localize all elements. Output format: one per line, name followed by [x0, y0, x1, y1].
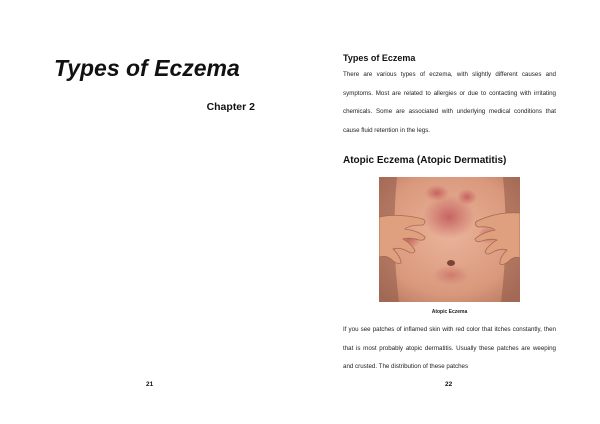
- atopic-eczema-heading: Atopic Eczema (Atopic Dermatitis): [343, 155, 507, 166]
- figure-caption: Atopic Eczema: [431, 309, 468, 315]
- atopic-eczema-photo: [379, 177, 520, 302]
- intro-paragraph: There are various types of eczema, with slightly different causes and symptoms. Most are related to allergies or due to contacting with irritating chemicals. Some are associated with underlying medical conditions that cause fluid retention in the legs.: [343, 71, 556, 134]
- right-page: [300, 0, 600, 424]
- atopic-eczema-paragraph: If you see patches of inflamed skin with red color that itches constantly, then that is most probably atopic dermatitis. Usually these patches are weeping and crusted. The distribution of these patches: [343, 326, 556, 371]
- page-number-right: 22: [445, 381, 453, 388]
- section-heading: Types of Eczema: [343, 53, 416, 63]
- page-number-left: 21: [146, 381, 154, 388]
- chapter-label: Chapter 2: [206, 101, 255, 113]
- chapter-title: Types of Eczema: [54, 55, 240, 81]
